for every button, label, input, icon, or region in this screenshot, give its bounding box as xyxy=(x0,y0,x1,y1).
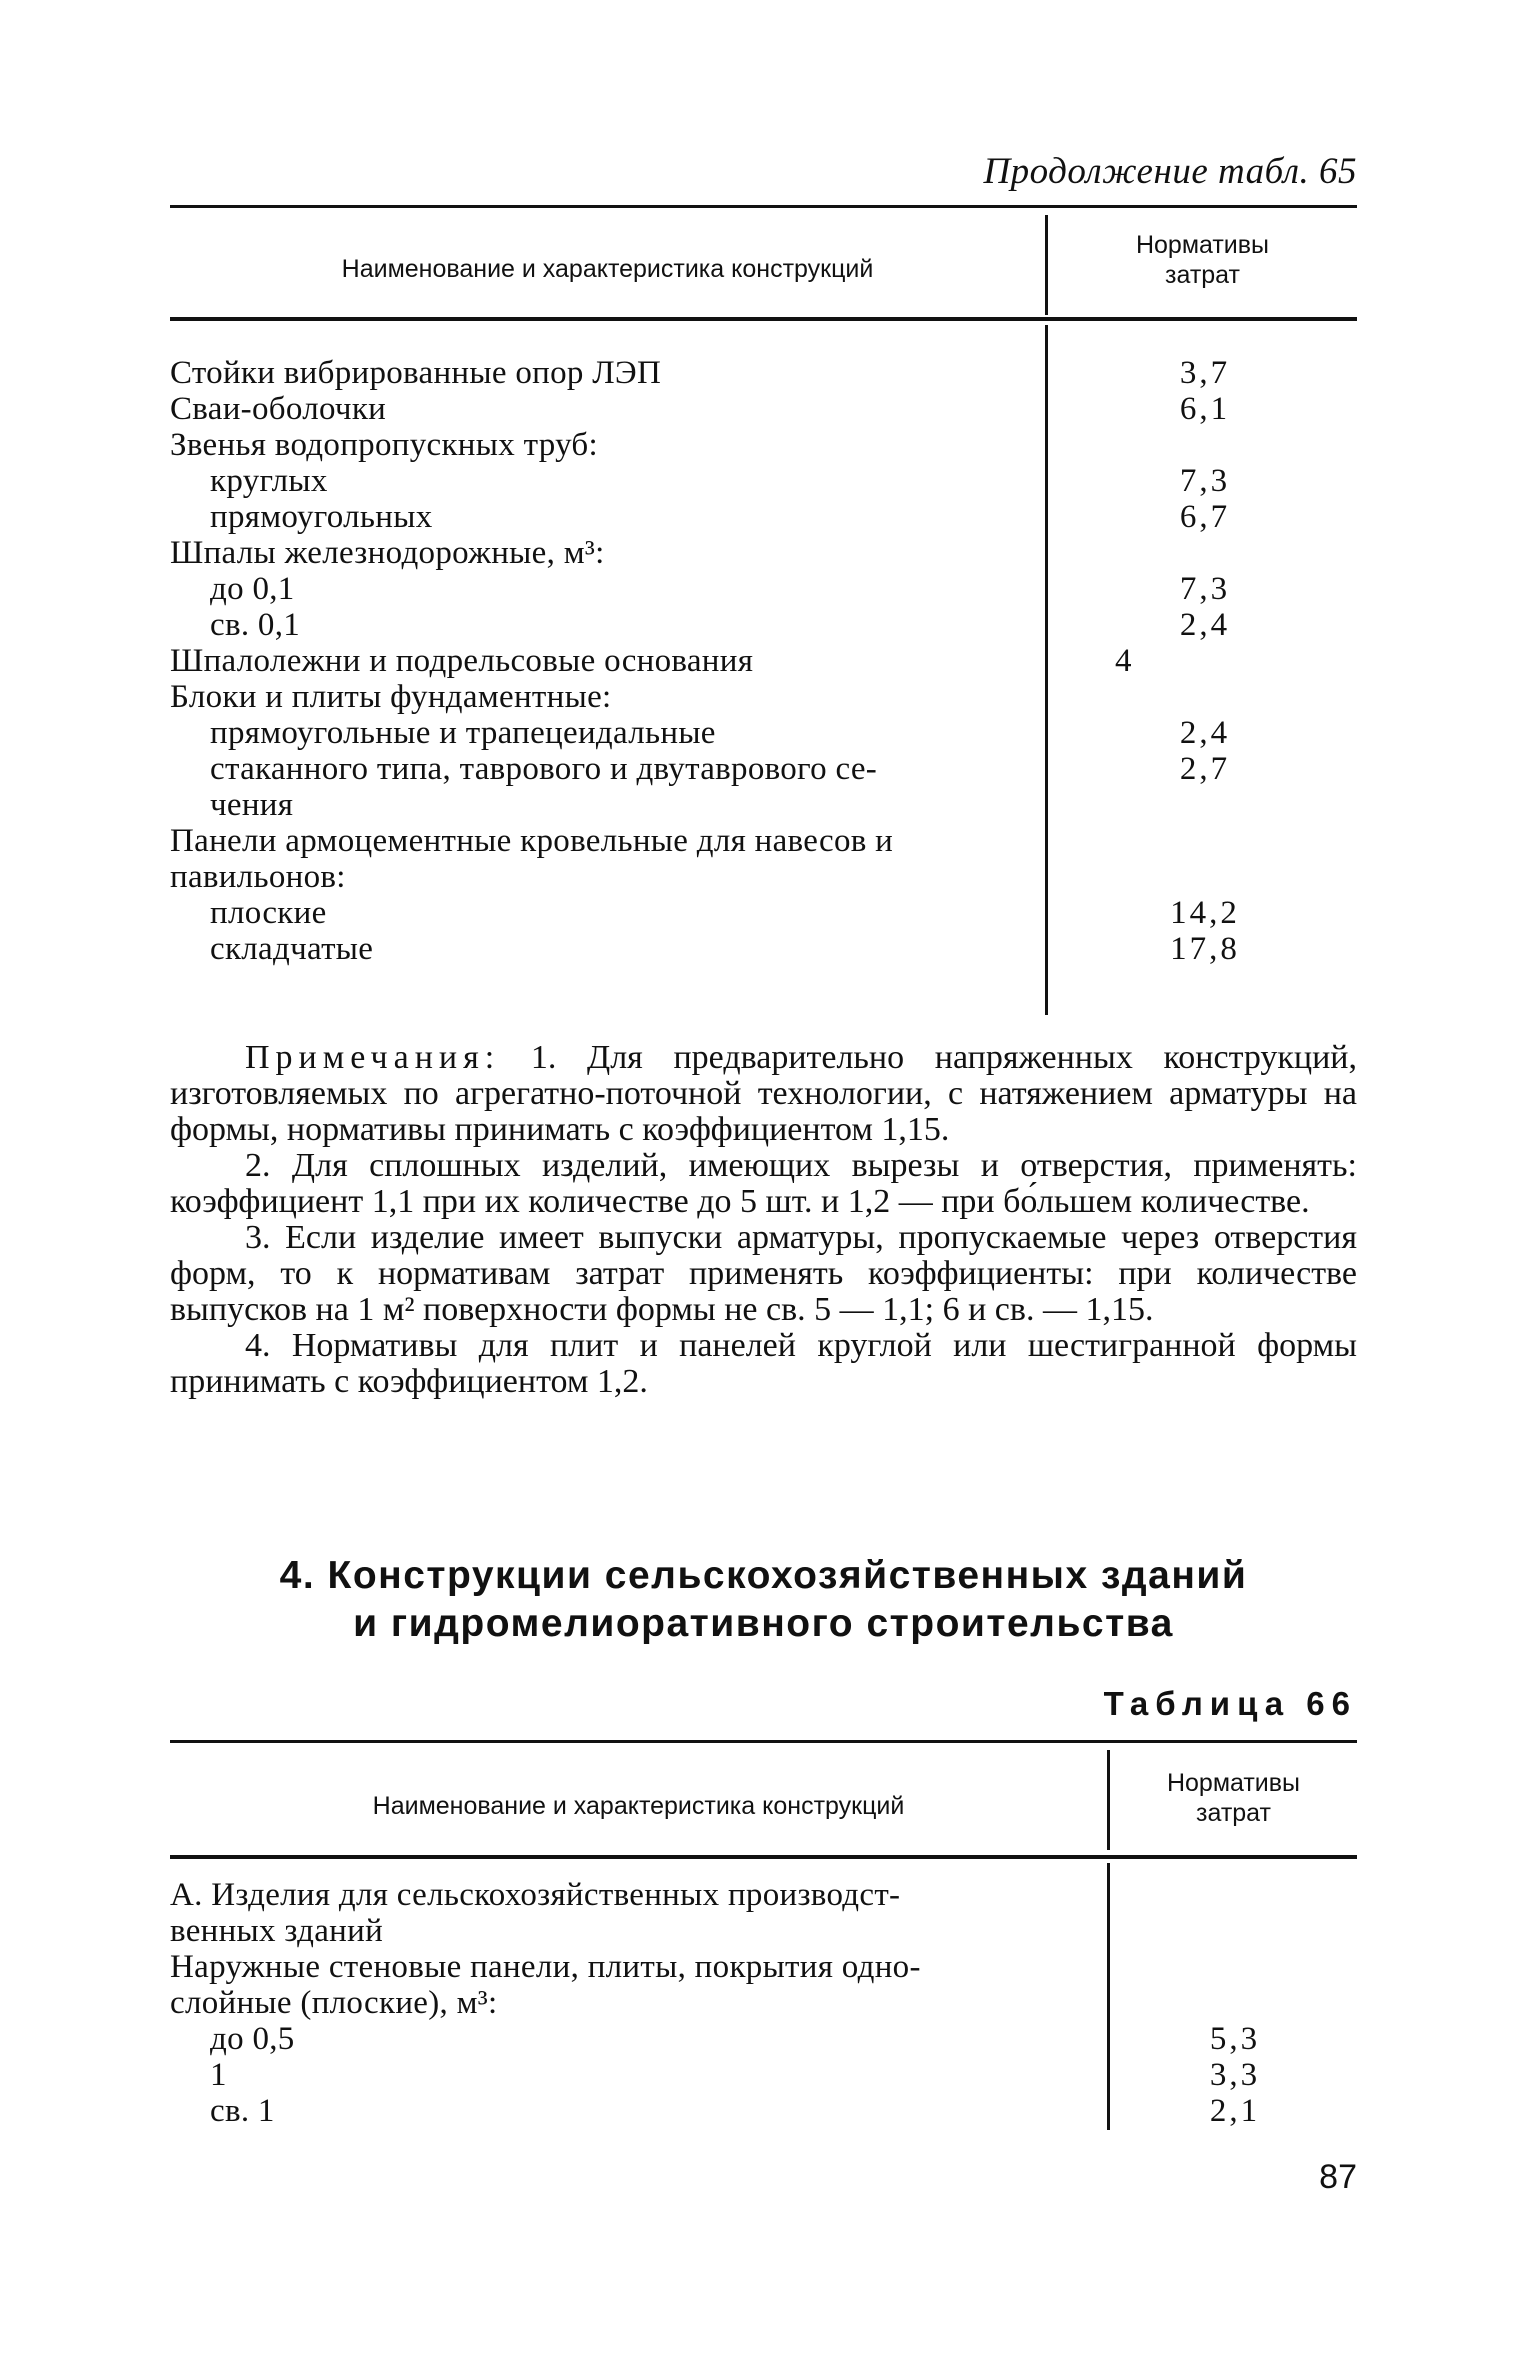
table-row xyxy=(170,463,1357,499)
row-name: Сваи-оболочки xyxy=(170,391,387,427)
table-row xyxy=(170,787,1357,823)
column-header-name: Наименование и характеристика конструкций xyxy=(341,255,874,283)
row-value: 4 xyxy=(1115,643,1135,679)
row-value: 6,1 xyxy=(1179,391,1231,427)
table-row xyxy=(170,931,1357,967)
row-value: 7,3 xyxy=(1179,463,1231,499)
row-name: слойные (плоские), м³: xyxy=(170,1985,498,2021)
row-name: Панели армоцементные кровельные для навесов и xyxy=(170,823,894,859)
table-row xyxy=(170,1985,1357,2021)
row-name: прямоугольных xyxy=(210,499,433,535)
row-name: Шпалолежни и подрельсовые основания xyxy=(170,643,754,679)
row-name: стаканного типа, таврового и двутаврового се- xyxy=(210,751,878,787)
page-number: 87 xyxy=(1319,2158,1357,2196)
row-name: прямоугольные и трапецеидальные xyxy=(210,715,716,751)
row-name: св. 0,1 xyxy=(210,607,301,643)
column-header-norm-line2: затрат xyxy=(1165,261,1240,289)
row-name: до 0,5 xyxy=(210,2021,295,2057)
row-value: 6,7 xyxy=(1179,499,1231,535)
table-top-rule xyxy=(170,205,1357,208)
row-name: венных зданий xyxy=(170,1913,384,1949)
table-row xyxy=(170,355,1357,391)
notes-label: Примечания: xyxy=(245,1039,501,1076)
row-name: 1 xyxy=(210,2057,227,2093)
table-66 xyxy=(170,1740,1357,2130)
header-rule xyxy=(170,1855,1357,1859)
continued-caption: Продолжение табл. 65 xyxy=(983,151,1357,192)
row-value: 17,8 xyxy=(1170,931,1240,967)
column-header-name: Наименование и характеристика конструкций xyxy=(372,1792,905,1820)
note-4: 4. Нормативы для плит и панелей круглой или шестигранной формы принимать с коэффициентом 1,2. xyxy=(170,1327,1357,1400)
row-name: Блоки и плиты фундаментные: xyxy=(170,679,612,715)
row-name: Стойки вибрированные опор ЛЭП xyxy=(170,355,662,391)
section-title-line1: 4. Конструкции сельскохозяйственных зданий xyxy=(279,1554,1248,1597)
row-name: плоские xyxy=(210,895,327,931)
table-row xyxy=(170,1949,1357,1985)
table-row xyxy=(170,499,1357,535)
row-value: 5,3 xyxy=(1209,2021,1261,2057)
table-row xyxy=(170,2021,1357,2057)
table-top-rule xyxy=(170,1740,1357,1743)
row-value: 2,4 xyxy=(1179,607,1231,643)
row-value: 2,1 xyxy=(1209,2093,1261,2129)
row-value: 2,7 xyxy=(1179,751,1231,787)
row-name: круглых xyxy=(210,463,328,499)
table-row xyxy=(170,535,1357,571)
table-row xyxy=(170,571,1357,607)
table-row xyxy=(170,1877,1357,1913)
section-title-line2: и гидромелиоративного строительства xyxy=(353,1602,1174,1645)
row-name: до 0,1 xyxy=(210,571,295,607)
table-row xyxy=(170,679,1357,715)
column-header-norm xyxy=(1048,230,1357,290)
note-1 xyxy=(170,1040,1357,1148)
row-value: 7,3 xyxy=(1179,571,1231,607)
row-value: 3,7 xyxy=(1179,355,1231,391)
row-name: А. Изделия для сельскохозяйственных производст- xyxy=(170,1877,901,1913)
table-row xyxy=(170,643,1357,679)
row-name: Наружные стеновые панели, плиты, покрытия одно- xyxy=(170,1949,921,1985)
table-row xyxy=(170,859,1357,895)
row-name: чения xyxy=(210,787,294,823)
table-row xyxy=(170,391,1357,427)
table-row xyxy=(170,1913,1357,1949)
table-65 xyxy=(170,205,1357,1015)
table-row xyxy=(170,751,1357,787)
table-66-label: Таблица 66 xyxy=(1103,1685,1357,1722)
column-header-norm xyxy=(1110,1768,1357,1828)
table-row xyxy=(170,2093,1357,2129)
row-value: 14,2 xyxy=(1170,895,1240,931)
row-name: складчатые xyxy=(210,931,374,967)
row-name: Шпалы железнодорожные, м³: xyxy=(170,535,605,571)
row-value: 3,3 xyxy=(1209,2057,1261,2093)
row-name: павильонов: xyxy=(170,859,346,895)
notes-block xyxy=(170,1040,1357,1400)
column-header-norm-line1: Нормативы xyxy=(1166,1769,1301,1797)
table-row xyxy=(170,607,1357,643)
table-row xyxy=(170,895,1357,931)
table-row xyxy=(170,427,1357,463)
row-value: 2,4 xyxy=(1179,715,1231,751)
column-header-norm-line2: затрат xyxy=(1196,1799,1271,1827)
note-1-text: 1. Для предварительно напряженных конструкций, изготовляемых по агрегатно-поточной технологии, с натяжением арматуры на формы, нормативы принимать с коэффициентом 1,15. xyxy=(170,1039,1358,1148)
row-name: Звенья водопропускных труб: xyxy=(170,427,598,463)
section-title xyxy=(170,1552,1357,1648)
note-3: 3. Если изделие имеет выпуски арматуры, пропускаемые через отверстия форм, то к нормативам затрат применять коэффициенты: при количестве выпусков на 1 м² поверхности формы не св. 5 — 1,1; 6 и св. — 1,15. xyxy=(170,1219,1357,1328)
row-name: св. 1 xyxy=(210,2093,275,2129)
table-row xyxy=(170,823,1357,859)
header-rule xyxy=(170,317,1357,321)
note-2: 2. Для сплошных изделий, имеющих вырезы и отверстия, применять: коэффициент 1,1 при их количестве до 5 шт. и 1,2 — при бо́льшем количестве. xyxy=(170,1147,1357,1220)
table-row xyxy=(170,715,1357,751)
column-header-norm-line1: Нормативы xyxy=(1135,231,1270,259)
table-row xyxy=(170,2057,1357,2093)
